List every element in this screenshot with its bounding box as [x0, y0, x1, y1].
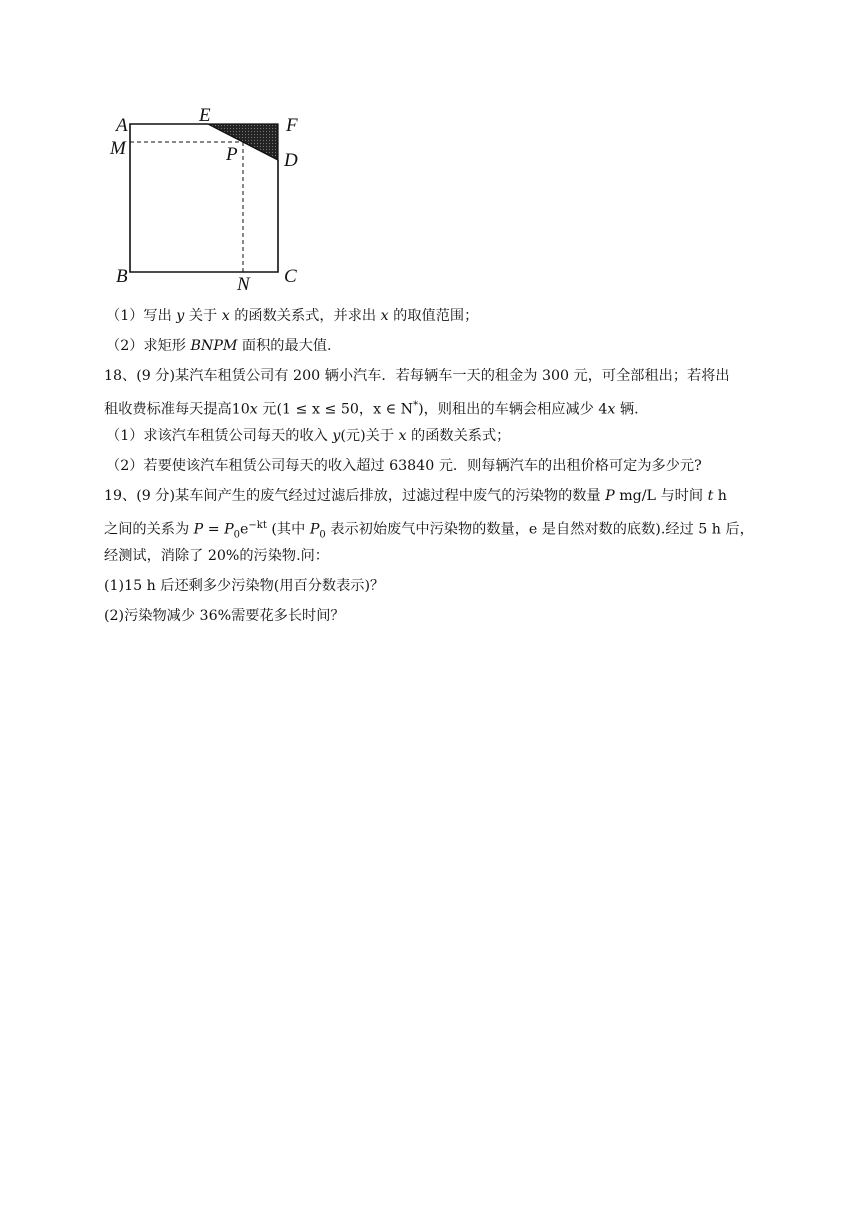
rectangle-figure [100, 100, 320, 300]
label-F: F [286, 115, 298, 136]
q18-line1: 18、(9 分)某汽车租赁公司有 200 辆小汽车．若每辆车一天的租金为 300 元，可全部租出；若将出 [104, 368, 730, 384]
q17-sub1: （1）写出 y 关于 x 的函数关系式，并求出 x 的取值范围； [106, 308, 479, 324]
label-C: C [284, 266, 297, 287]
q19-line2: 之间的关系为 $P = P_0e^{-kt}$ (其中 $P_0$ 表示初始废气中污染物的数量，e 是自然对数的底数).经过 5 h 后， [104, 520, 754, 541]
label-M: M [110, 138, 126, 159]
label-P: P [226, 144, 238, 165]
q19-sub2: (2)污染物减少 36%需要花多长时间？ [104, 608, 345, 624]
q18-sub2: （2）若要使该汽车租赁公司每天的收入超过 63840 元．则每辆汽车的出租价格可定为多少元? [106, 458, 702, 474]
label-N: N [237, 274, 250, 295]
q19-line3: 经测试，消除了 20%的污染物.问： [104, 548, 329, 564]
q18-sub1: （1）求该汽车租赁公司每天的收入 y(元)关于 x 的函数关系式； [106, 428, 511, 444]
label-A: A [116, 115, 128, 136]
q19-sub1: (1)15 h 后还剩多少污染物(用百分数表示)？ [104, 578, 385, 594]
label-E: E [199, 105, 211, 126]
q17-sub2: （2）求矩形 BNPM 面积的最大值. [106, 338, 332, 354]
q18-line2: 租收费标准每天提高10x 元(1 ≤ x ≤ 50，x ∈ N*)，则租出的车辆会相应减少 4x 辆. [104, 400, 639, 418]
q19-line1: 19、(9 分)某车间产生的废气经过过滤后排放，过滤过程中废气的污染物的数量 P mg/L 与时间 t h [104, 488, 727, 504]
label-D: D [284, 150, 298, 171]
label-B: B [116, 266, 128, 287]
geometry-diagram [100, 100, 320, 300]
